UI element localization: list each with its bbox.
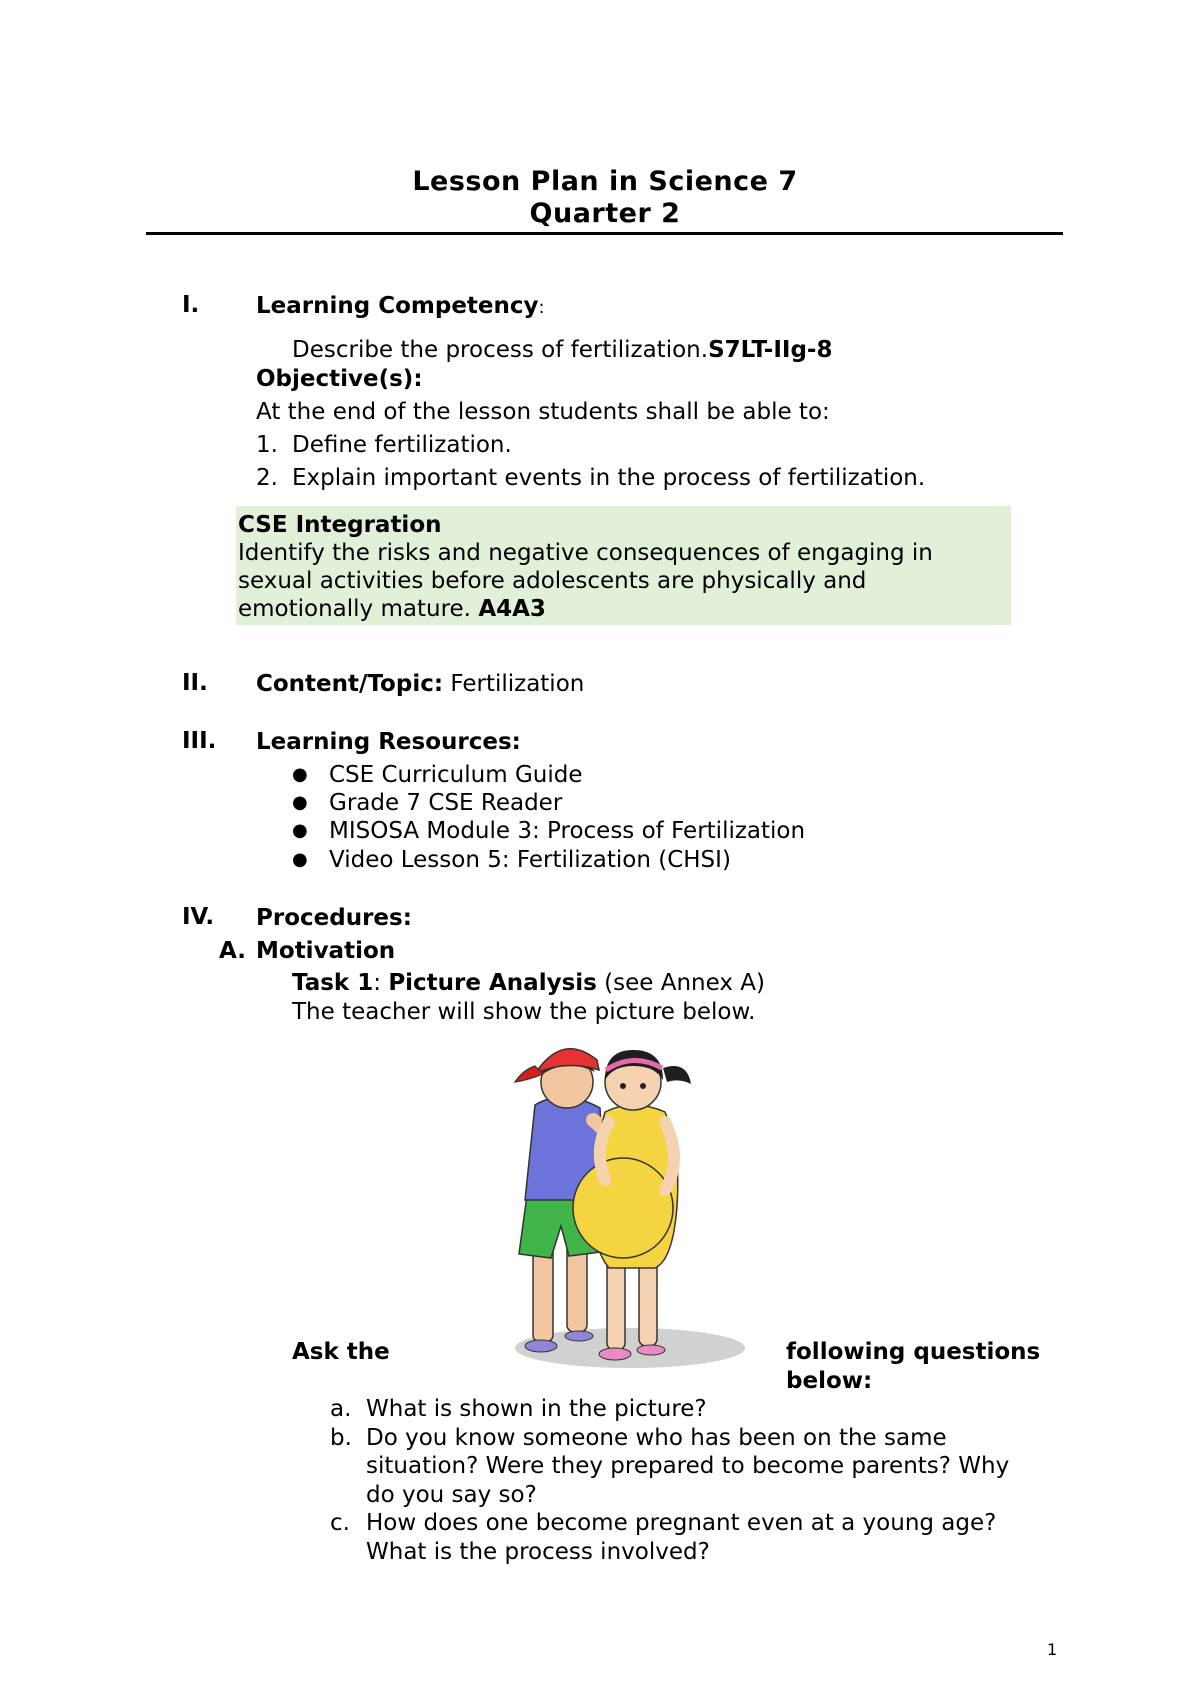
question-line: Do you know someone who has been on the same [366, 1425, 947, 1451]
question-label: c. [330, 1510, 350, 1536]
cse-code: A4A3 [478, 596, 546, 622]
question-label: a. [330, 1396, 352, 1422]
heading-colon: : [538, 297, 545, 318]
cse-last-line [238, 595, 546, 623]
cse-last-text: emotionally mature. [238, 596, 479, 622]
question-line: What is shown in the picture? [366, 1396, 707, 1422]
objective-number: 1. [256, 432, 278, 458]
bullet-icon: ● [292, 764, 308, 785]
subsection-label: A. [219, 938, 246, 964]
document-subtitle: Quarter 2 [529, 198, 681, 229]
girl-figure [573, 1050, 691, 1360]
resource-item: CSE Curriculum Guide [329, 762, 583, 788]
section-2-heading [256, 670, 584, 698]
objective-item [256, 464, 278, 492]
document-title: Lesson Plan in Science 7 [412, 166, 798, 197]
pregnant-teen-illustration [505, 1030, 755, 1382]
cse-line: Identify the risks and negative consequences of engaging in [238, 540, 933, 566]
task-name: Picture Analysis [388, 970, 597, 996]
content-topic-label: Content/Topic: [256, 671, 444, 697]
resource-item: Video Lesson 5: Fertilization (CHSI) [329, 847, 731, 873]
objective-text: Define fertilization. [292, 432, 512, 458]
cse-line: sexual activities before adolescents are physically and [238, 568, 867, 594]
question-label: b. [330, 1425, 352, 1451]
resource-item: Grade 7 CSE Reader [329, 790, 563, 816]
competency-text: Describe the process of fertilization. [292, 337, 709, 363]
question-line: What is the process involved? [366, 1539, 710, 1565]
section-1-heading [256, 292, 545, 322]
competency-code: S7LT-IIg-8 [708, 337, 833, 363]
section-3-heading: Learning Resources: [256, 729, 521, 755]
page-number: 1 [1047, 1640, 1058, 1659]
subsection-heading: Motivation [256, 938, 396, 964]
task-ref: (see Annex A) [604, 970, 765, 996]
objective-number: 2. [256, 465, 278, 491]
ask-left-text: Ask the [292, 1339, 390, 1365]
section-2-numeral: II. [182, 670, 208, 696]
question-line: do you say so? [366, 1482, 537, 1508]
task-description: The teacher will show the picture below. [292, 999, 756, 1025]
learning-competency-label: Learning Competency [256, 293, 539, 319]
task-label: Task 1 [292, 970, 374, 996]
objectives-intro: At the end of the lesson students shall be able to: [256, 399, 830, 425]
ask-right-text: following questions [786, 1339, 1041, 1365]
ask-right-text-2: below: [786, 1368, 873, 1394]
section-4-heading: Procedures: [256, 905, 412, 931]
question-line: How does one become pregnant even at a young age? [366, 1510, 997, 1536]
question-line: situation? Were they prepared to become parents? Why [366, 1453, 1010, 1479]
objective-text: Explain important events in the process of fertilization. [292, 465, 926, 491]
task-colon: : [373, 970, 381, 996]
task-line [292, 969, 765, 997]
bullet-icon: ● [292, 820, 308, 841]
cse-heading: CSE Integration [238, 512, 442, 538]
objectives-heading: Objective(s): [256, 366, 423, 392]
competency-line [292, 336, 832, 364]
section-3-numeral: III. [182, 728, 217, 754]
bullet-icon: ● [292, 792, 308, 813]
content-topic-value: Fertilization [450, 671, 585, 697]
objective-item [256, 431, 278, 459]
bullet-icon: ● [292, 849, 308, 870]
section-4-numeral: IV. [182, 904, 215, 930]
section-1-numeral: I. [182, 292, 200, 318]
cse-integration-box [236, 506, 1011, 625]
title-divider [146, 232, 1063, 235]
resource-item: MISOSA Module 3: Process of Fertilization [329, 818, 806, 844]
